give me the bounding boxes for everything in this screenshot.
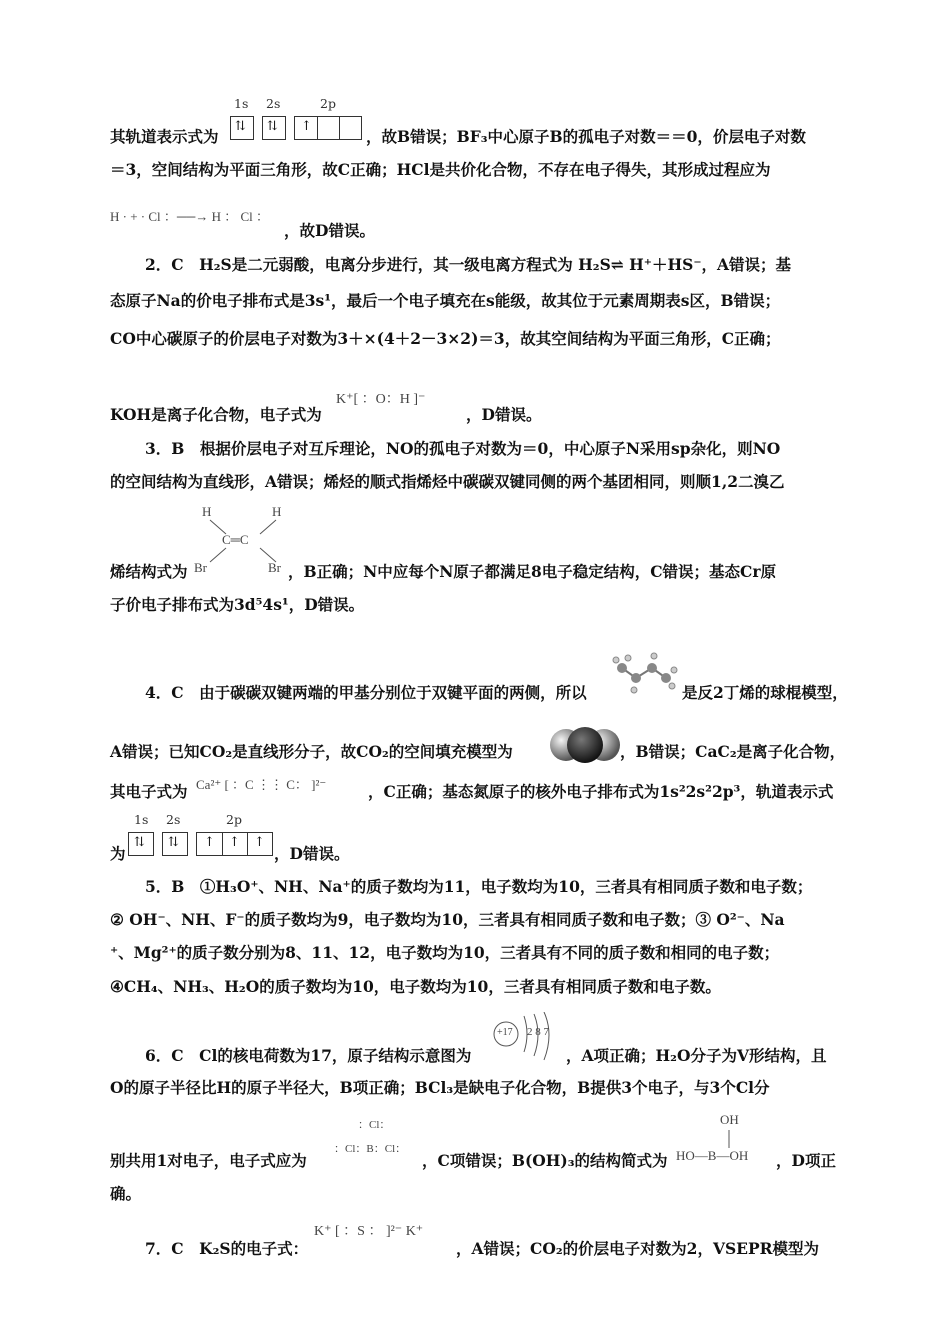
para2-line4-b: ，D错误。 bbox=[466, 405, 542, 424]
para5-line1: 5．B ①H₃O⁺、NH、Na⁺的质子数均为11，电子数均为10，三者具有相同质子数和电子数； bbox=[145, 877, 813, 896]
para5-line3: ⁺、Mg²⁺的质子数分别为8、11、12，电子数均为10，三者具有不同的质子数和相同的电子数； bbox=[110, 943, 780, 962]
para4-line1-b: 是反2丁烯的球棍模型， bbox=[682, 683, 848, 702]
orbital-box-2s: ⇅ bbox=[262, 116, 286, 140]
boh3-top-oh: OH bbox=[720, 1112, 739, 1127]
n-orbital-label-2s: 2s bbox=[166, 812, 181, 827]
cl-shell-electrons: 2 8 7 bbox=[527, 1026, 549, 1038]
para1-line2: ＝3，空间结构为平面三角形，故C正确；HCl是共价化合物，不存在电子得失，其形成过程应为 bbox=[110, 160, 771, 179]
k2s-electron-formula: K⁺ [ ：S ： ]²⁻ K⁺ bbox=[314, 1224, 424, 1239]
orbital-box-1s: ⇅ bbox=[230, 116, 254, 140]
para3-line3-a: 烯结构式为 bbox=[110, 562, 188, 581]
para2-line1: 2．C H₂S是二元弱酸，电离分步进行，其一级电离方程式为 H₂S⇌ H⁺＋HS⁻，A错误；基 bbox=[145, 255, 792, 274]
bcl3-formula-middle: ：Cl：B：Cl： bbox=[334, 1143, 407, 1155]
para4-line4-b: ，D错误。 bbox=[274, 844, 350, 863]
para4-line2-b: ，B错误；CaC₂是离子化合物， bbox=[620, 742, 846, 761]
para1-line3: ，故D错误。 bbox=[284, 221, 375, 240]
cis-structure-br-left: Br bbox=[194, 560, 207, 575]
n-orbital-box-2s: ⇅ bbox=[162, 832, 188, 856]
para2-line3: CO中心碳原子的价层电子对数为3＋×(4＋2－3×2)＝3，故其空间结构为平面三角形，C正确； bbox=[110, 329, 781, 348]
orbital-label-2p: 2p bbox=[320, 96, 336, 111]
para2-line4-a: KOH是离子化合物，电子式为 bbox=[110, 405, 322, 424]
bcl3-formula-top: ：Cl： bbox=[358, 1119, 391, 1131]
hcl-formation-formula: H · + · Cl ：──→ H ： Cl ： bbox=[110, 209, 270, 224]
orbital-label-2s: 2s bbox=[266, 96, 281, 111]
cis-structure-h-right: H bbox=[272, 504, 282, 519]
para4-line3-a: 其电子式为 bbox=[110, 782, 188, 801]
para6-line3-b: ，C项错误；B(OH)₃的结构简式为 bbox=[422, 1151, 668, 1170]
cl-nucleus-charge: +17 bbox=[497, 1027, 513, 1038]
boh3-main-chain: HO—B—OH bbox=[676, 1148, 749, 1163]
trans-2-butene-model-image bbox=[612, 652, 678, 696]
n-orbital-label-1s: 1s bbox=[134, 812, 149, 827]
para3-line1: 3．B 根据价层电子对互斥理论，NO的孤电子对数为＝0，中心原子N采用sp杂化，则NO bbox=[145, 439, 781, 458]
para6-line3-a: 别共用1对电子，电子式应为 bbox=[110, 1151, 307, 1170]
orbital-box-2p: ↑ bbox=[294, 116, 362, 140]
para4-line4-a: 为 bbox=[110, 844, 126, 863]
koh-electron-formula: K⁺[ ：O：H ]⁻ bbox=[336, 392, 426, 407]
para1-line1-b: ，故B错误；BF₃中心原子B的孤电子对数＝＝0，价层电子对数 bbox=[366, 127, 806, 146]
para2-line2: 态原子Na的价电子排布式是3s¹，最后一个电子填充在s能级，故其位于元素周期表s区，B错误； bbox=[110, 291, 781, 310]
cis-structure-br-right: Br bbox=[268, 560, 281, 575]
para3-line3-b: ，B正确；N中应每个N原子都满足8电子稳定结构，C错误；基态Cr原 bbox=[288, 562, 777, 581]
boh3-vertical-bond bbox=[727, 1130, 731, 1148]
para4-line3-b: ，C正确；基态氮原子的核外电子排布式为1s²2s²2p³，轨道表示式 bbox=[368, 782, 834, 801]
orbital-label-1s: 1s bbox=[234, 96, 249, 111]
para7-line1-a: 7．C K₂S的电子式： bbox=[145, 1239, 309, 1258]
para1-line1-a: 其轨道表示式为 bbox=[110, 127, 219, 146]
cis-structure-h-left: H bbox=[202, 504, 212, 519]
para5-line2: ② OH⁻、NH、F⁻的质子数均为9，电子数均为10，三者具有相同质子数和电子数；③ O²⁻、Na bbox=[110, 910, 785, 929]
para3-line4: 子价电子排布式为3d⁵4s¹，D错误。 bbox=[110, 595, 365, 614]
para6-line1-a: 6．C Cl的核电荷数为17，原子结构示意图为 bbox=[145, 1046, 472, 1065]
n-orbital-box-2p: ↑ ↑ ↑ bbox=[196, 832, 273, 856]
para3-line2: 的空间结构为直线形，A错误；烯烃的顺式指烯烃中碳碳双键同侧的两个基团相同，则顺1,2二溴乙 bbox=[110, 472, 785, 491]
para5-line4: ④CH₄、NH₃、H₂O的质子数均为10，电子数均为10，三者具有相同质子数和电子数。 bbox=[110, 977, 721, 996]
n-orbital-box-1s: ⇅ bbox=[128, 832, 154, 856]
para6-line2: O的原子半径比H的原子半径大，B项正确；BCl₃是缺电子化合物，B提供3个电子，与3个Cl分 bbox=[110, 1078, 770, 1097]
para6-line4: 确。 bbox=[110, 1184, 142, 1203]
para6-line3-c: ，D项正 bbox=[776, 1151, 836, 1170]
para4-line1-a: 4．C 由于碳碳双键两端的甲基分别位于双键平面的两侧，所以 bbox=[145, 683, 587, 702]
cl-atomic-structure-diagram bbox=[490, 1012, 566, 1064]
para6-line1-b: ，A项正确；H₂O分子为V形结构，且 bbox=[566, 1046, 827, 1065]
cis-structure-cc: C═C bbox=[222, 532, 249, 547]
co2-space-filling-model-image bbox=[550, 722, 620, 768]
para7-line1-b: ，A错误；CO₂的价层电子对数为2，VSEPR模型为 bbox=[456, 1239, 820, 1258]
para4-line2-a: A错误；已知CO₂是直线形分子，故CO₂的空间填充模型为 bbox=[110, 742, 513, 761]
cac2-electron-formula: Ca²⁺ [ ：C ⋮⋮ C： ]²⁻ bbox=[196, 777, 327, 792]
n-orbital-label-2p: 2p bbox=[226, 812, 242, 827]
